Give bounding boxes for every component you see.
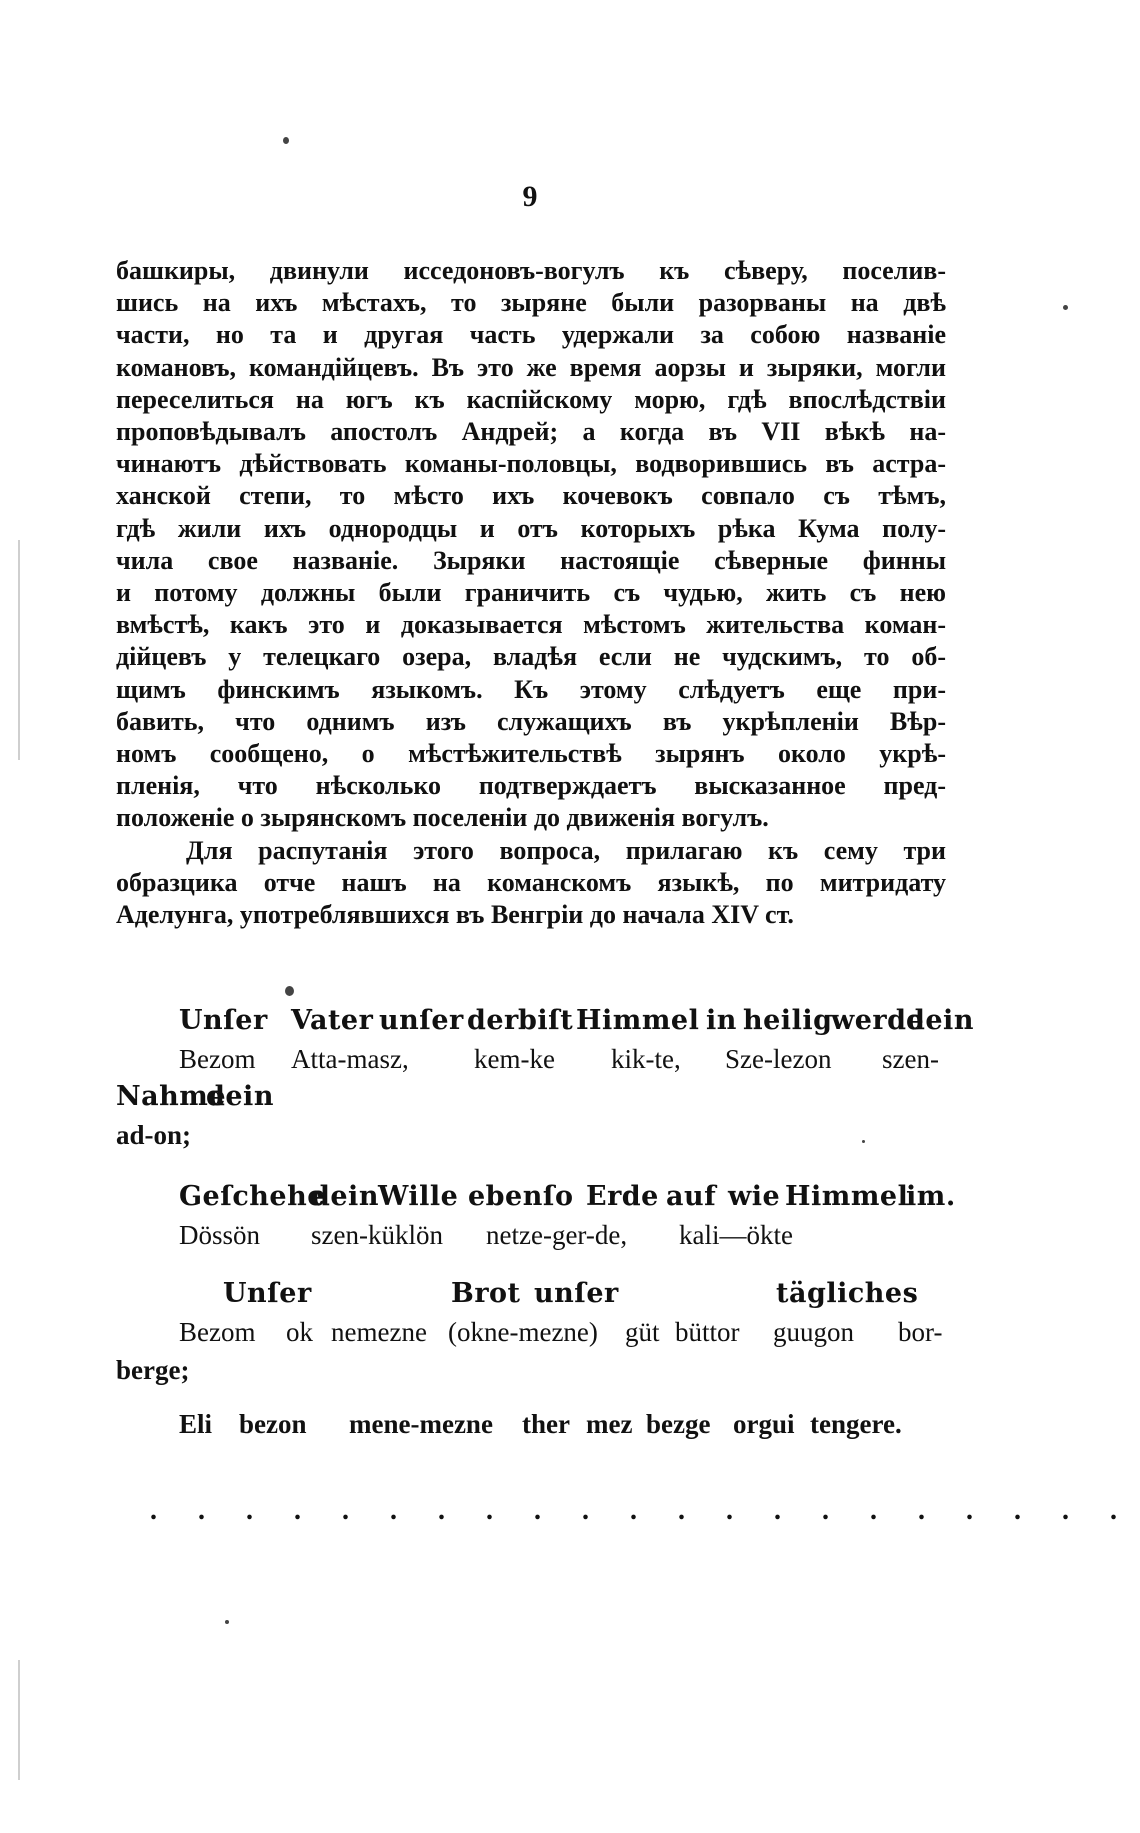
german-word: auf (666, 1181, 717, 1212)
text-line: чила свое названіе. Зыряки настоящіе сѣверные финны (116, 545, 946, 575)
cuman-word: bezon (239, 1409, 307, 1439)
text-line: проповѣдывалъ апостолъ Андрей; а когда въ VII вѣкѣ на- (116, 417, 946, 447)
cuman-word: Sze-lezon (725, 1044, 832, 1074)
german-word: unſer (379, 1005, 464, 1036)
cuman-word: Bezom (179, 1044, 256, 1074)
cuman-word: mene-mezne (349, 1409, 493, 1439)
cuman-line (116, 1116, 946, 1154)
cuman-word: ok (286, 1317, 313, 1347)
cuman-line (116, 1313, 946, 1351)
cuman-word: (okne-mezne) (448, 1317, 598, 1347)
interlinear-block-3 (116, 1275, 946, 1389)
interlinear-block-1 (116, 1002, 974, 1154)
cuman-word: büttor (675, 1317, 740, 1347)
german-word: unſer (534, 1278, 619, 1309)
german-word: dein (906, 1005, 974, 1036)
cuman-line (116, 1216, 946, 1254)
text-line: комановъ, командійцевъ. Въ это же время аорзы и зыряки, могли (116, 352, 946, 382)
scan-speck (283, 137, 289, 144)
cuman-word: Bezom (179, 1317, 256, 1347)
german-word: Vater (291, 1005, 374, 1036)
german-word: Himmel (785, 1181, 909, 1212)
german-word: tägliches (776, 1278, 919, 1309)
text-line: Для распутанія этого вопроса, прилагаю къ сему три (186, 835, 946, 865)
cuman-word: nemezne (331, 1317, 427, 1347)
german-word: Erde (586, 1181, 659, 1212)
scan-speck (285, 986, 294, 996)
cuman-word: tengere. (810, 1409, 902, 1439)
scan-edge-mark (18, 540, 20, 760)
german-line (116, 1178, 956, 1216)
german-word: Unſer (179, 1005, 268, 1036)
cuman-word: Dössön (179, 1220, 261, 1250)
german-word: wie (728, 1181, 781, 1212)
text-line: щимъ финскимъ языкомъ. Къ этому слѣдуетъ еще при- (116, 674, 946, 704)
scan-edge-mark (18, 1660, 20, 1780)
text-line: и потому должны были граничить съ чудью, жить съ нею (116, 578, 946, 608)
cuman-word: ad-on; (116, 1120, 192, 1150)
text-line: Аделунга, употреблявшихся въ Венгріи до начала XIV ст. (116, 900, 794, 930)
german-line (116, 1078, 946, 1116)
cuman-word: bezge (646, 1409, 711, 1439)
cuman-word: berge; (116, 1355, 190, 1385)
text-line: образцика отче нашъ на команскомъ языкѣ, по митридату (116, 867, 946, 897)
text-line: пленія, что нѣсколько подтверждаетъ высказанное пред- (116, 771, 946, 801)
text-line: чинаютъ дѣйствовать команы-половцы, водворившись въ астра- (116, 449, 946, 479)
cuman-word: szen- (882, 1044, 939, 1074)
main-paragraph (116, 255, 946, 931)
cuman-word: bor- (898, 1317, 943, 1347)
cuman-word: orgui (733, 1409, 795, 1439)
german-line (116, 1002, 974, 1040)
cuman-word: mez (586, 1409, 633, 1439)
text-line: вмѣстѣ, какъ это и доказывается мѣстомъ жительства коман- (116, 610, 946, 640)
cuman-word: szen-küklön (311, 1220, 443, 1250)
cuman-word: kik-te, (611, 1044, 681, 1074)
cuman-word: netze-ger-de, (486, 1220, 628, 1250)
cuman-word: güt (625, 1317, 660, 1347)
page-number: 9 (522, 180, 538, 213)
text-line: положеніе о зырянскомъ поселеніи до движенія вогулъ. (116, 803, 769, 833)
text-line: переселиться на югъ къ каспійскому морю, гдѣ впослѣдствіи (116, 384, 946, 414)
german-word: Wille (378, 1181, 459, 1212)
german-word: Nahme (116, 1081, 227, 1112)
cuman-line (116, 1405, 946, 1443)
cuman-word: kali—ökte (679, 1220, 793, 1250)
german-word: biſt (518, 1005, 574, 1036)
german-line (116, 1275, 946, 1313)
text-line: гдѣ жили ихъ однородцы и отъ которыхъ рѣка Кума полу- (116, 513, 946, 543)
cuman-word: Eli (179, 1409, 213, 1439)
german-word: Unſer (223, 1278, 312, 1309)
text-line: шись на ихъ мѣстахъ, то зыряне были разорваны на двѣ (116, 288, 946, 318)
cuman-word: guugon (773, 1317, 854, 1347)
german-word: Geſchehe (179, 1181, 325, 1212)
scan-speck (225, 1620, 229, 1624)
cuman-line (116, 1040, 946, 1078)
interlinear-block-4 (116, 1405, 946, 1443)
cuman-word: kem-ke (474, 1044, 555, 1074)
german-word: Himmel (576, 1005, 700, 1036)
text-line: башкиры, двинули исседоновъ-вогулъ къ сѣверу, поселив- (116, 256, 946, 285)
scan-speck (1063, 305, 1068, 310)
text-line: номъ сообщено, о мѣстѣжительствѣ зырянъ около укрѣ- (116, 739, 946, 769)
german-word: heilig (743, 1005, 833, 1036)
german-word: der (467, 1005, 519, 1036)
german-word: werde (831, 1005, 925, 1036)
ellipsis-dots: . . . . . . . . . . . . . . . . . . . . . (150, 1495, 1134, 1526)
german-word: Brot (451, 1278, 521, 1309)
german-word: ebenſo (468, 1181, 574, 1212)
german-word: im. (906, 1181, 956, 1212)
text-line: части, но та и другая часть удержали за собою названіе (116, 320, 946, 350)
cuman-line (116, 1351, 946, 1389)
cuman-word: Atta-masz, (291, 1044, 409, 1074)
german-word: dein (311, 1181, 379, 1212)
text-line: бавить, что однимъ изъ служащихъ въ укрѣпленіи Вѣр- (116, 706, 946, 736)
text-line: дійцевъ у телецкаго озера, владѣя если не чудскимъ, то об- (116, 642, 946, 672)
text-line: ханской степи, то мѣсто ихъ кочевокъ совпало съ тѣмъ, (116, 481, 946, 511)
german-word: dein (206, 1081, 274, 1112)
interlinear-block-2 (116, 1178, 956, 1254)
german-word: in (706, 1005, 737, 1036)
cuman-word: ther (522, 1409, 570, 1439)
